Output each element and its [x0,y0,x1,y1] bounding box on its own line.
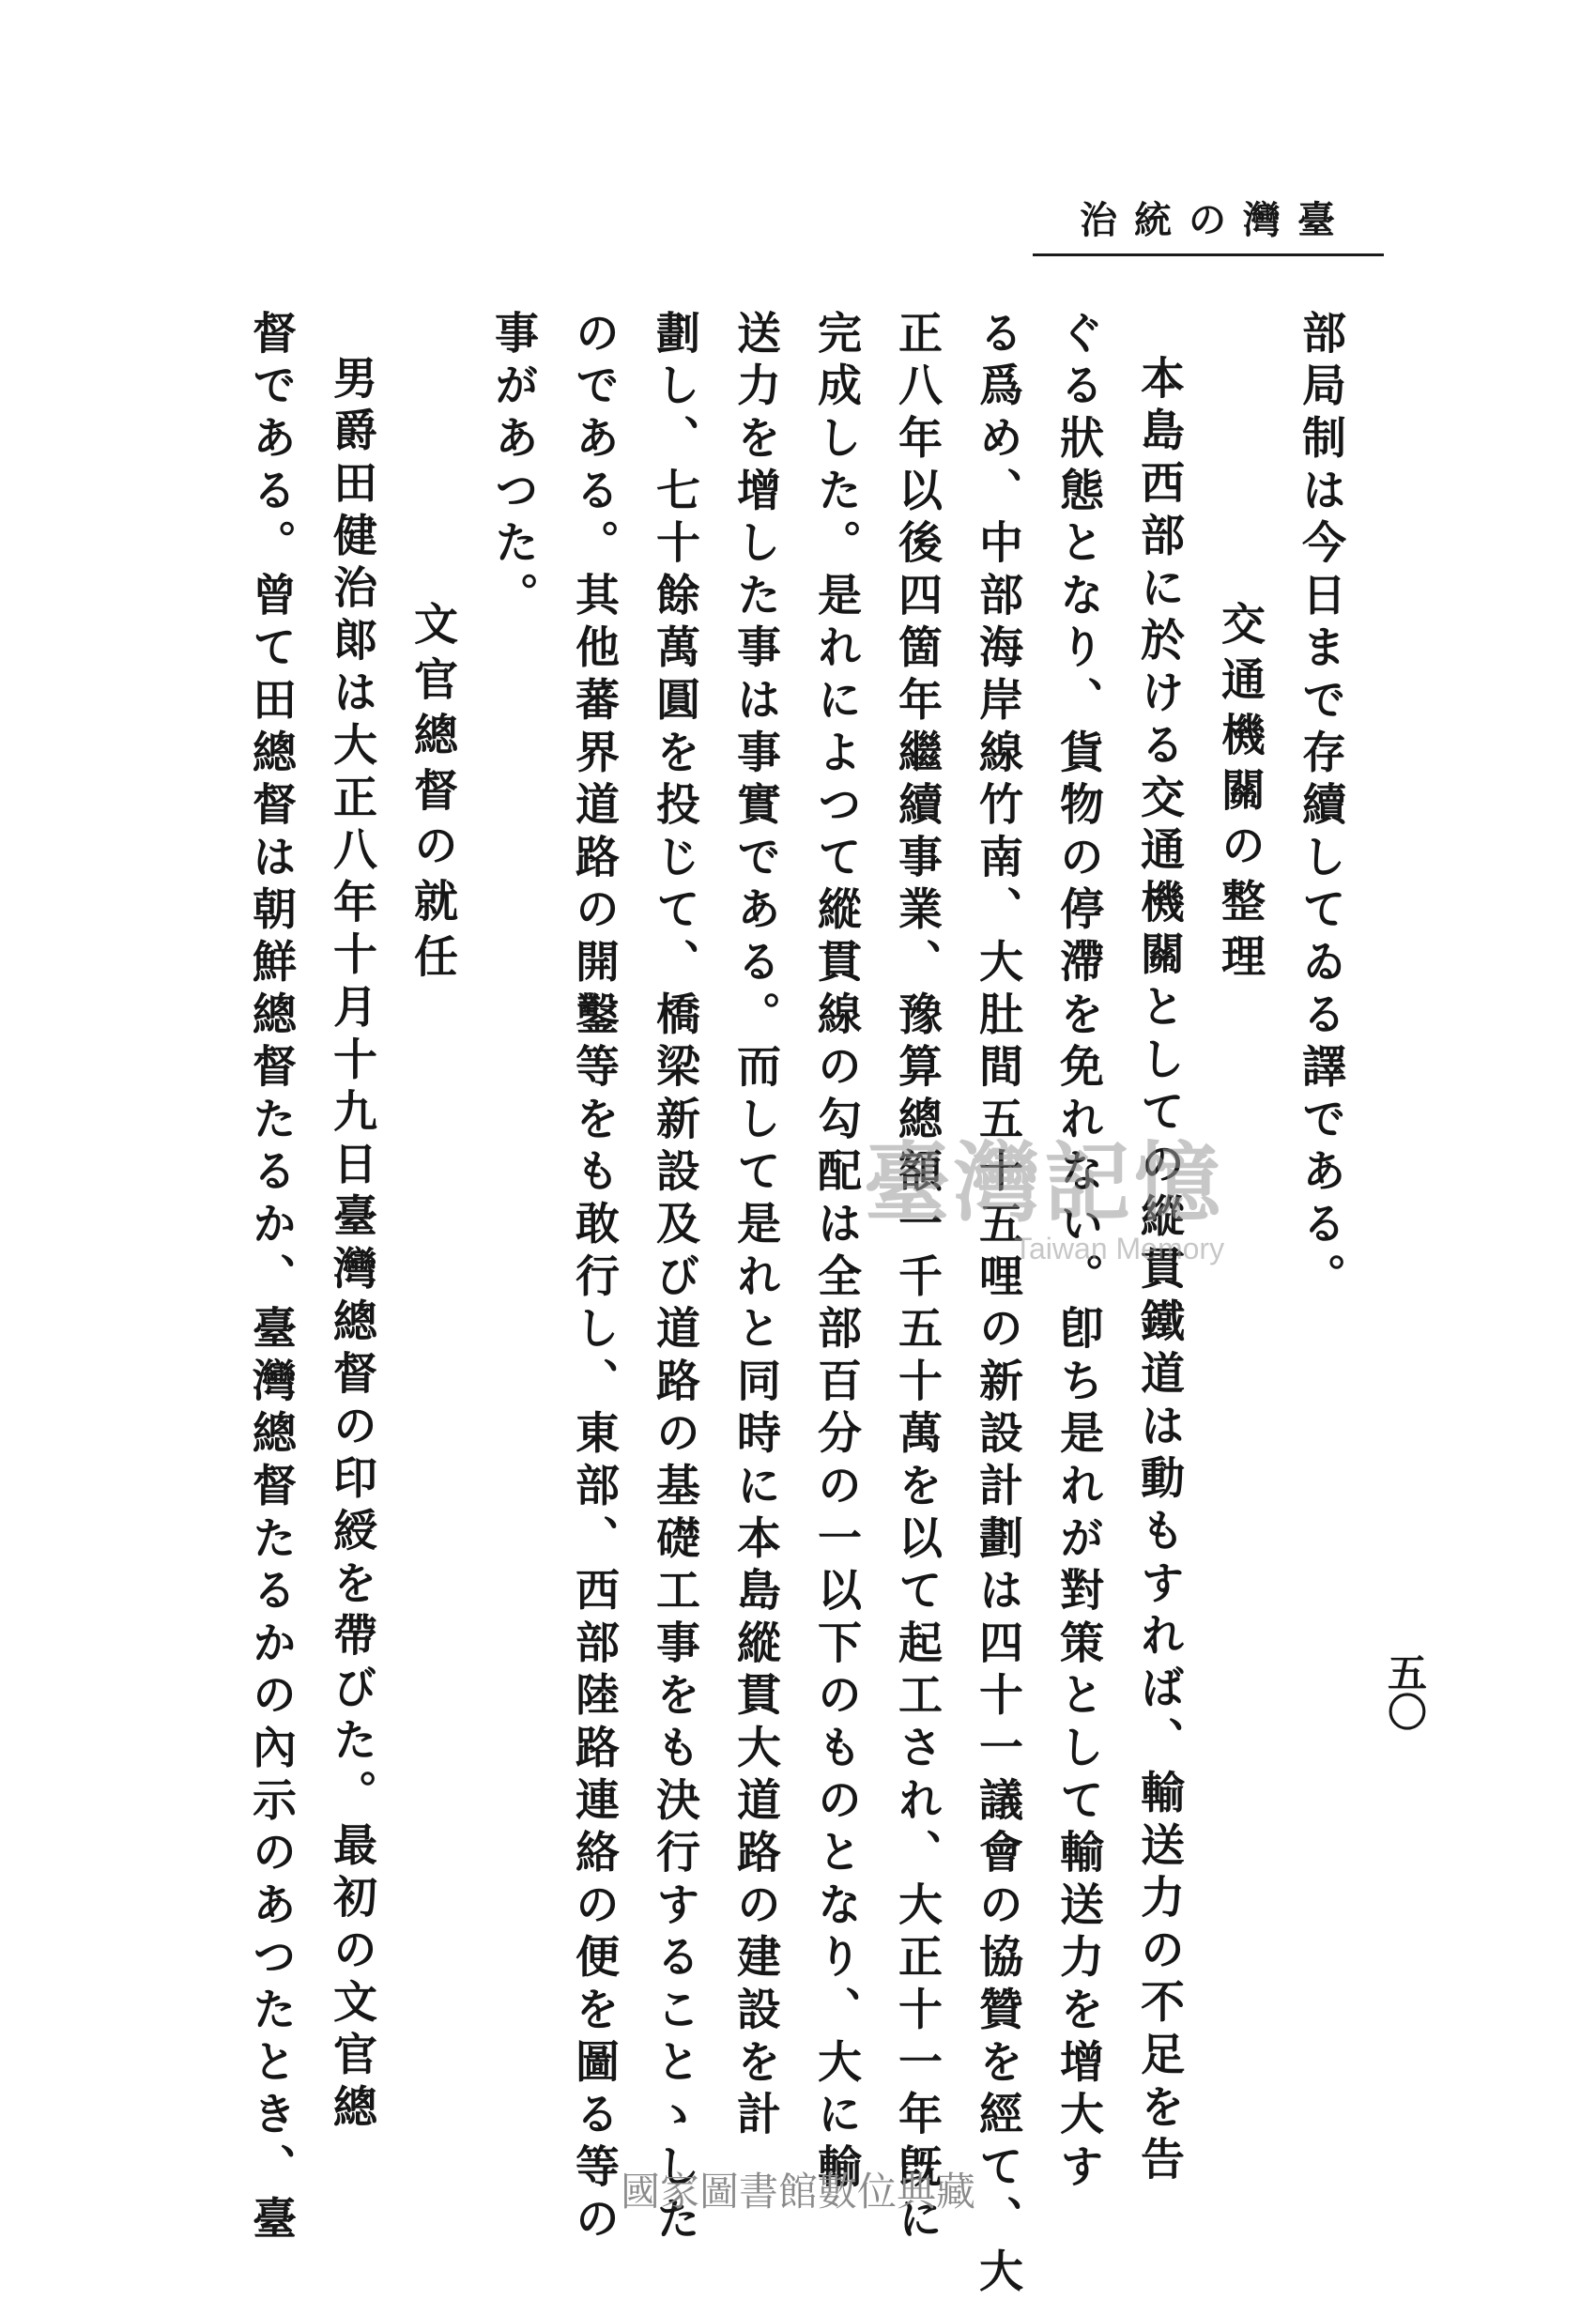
text-line-14: 督である。曾て田總督は朝鮮總督たるか、臺灣總督たるかの內示のあつたとき、臺 [245,310,297,2248]
header-rule [1033,253,1384,256]
text-line-1: 部局制は今日まで存續してゐる譯である。 [1295,310,1346,1306]
section-heading-governor: 文官總督の就任 [407,601,458,989]
running-header: 臺灣の統治 [1080,198,1352,242]
text-line-13: 男爵田健治郞は大正八年十月十九日臺灣總督の印綬を帶びた。最初の文官總 [326,355,377,2137]
text-line-11: 事があつた。 [487,310,539,624]
text-line-7: 完成した。是れによつて縱貫線の勾配は全部百分の一以下のものとなり、大に輸 [810,310,862,2196]
text-line-8: 送力を增した事は事實である。而して是れと同時に本島縱貫大道路の建設を計 [729,310,781,2143]
watermark-chinese: 臺灣記憶 [864,1132,1225,1234]
text-line-4: ぐる狀態となり、貨物の停滯を免れない。卽ち是れが對策として輸送力を增大す [1052,310,1104,2196]
text-line-6: 正八年以後四箇年繼續事業、豫算總額一千五十萬を以て起工され、大正十一年旣に [891,310,943,2248]
text-line-3: 本島西部に於ける交通機關としての縱貫鐵道は動もすれば、輸送力の不足を告 [1133,355,1185,2188]
text-line-9: 劃し、七十餘萬圓を投じて、橋梁新設及び道路の基礎工事をも決行することゝした [649,310,700,2248]
footer-source: 國家圖書館數位典藏 [620,2169,975,2215]
text-line-10: のである。其他蕃界道路の開鑿等をも敢行し、東部、西部陸路連絡の便を圖る等の [568,310,620,2248]
section-heading-transport: 交通機關の整理 [1214,601,1266,989]
page-number: 五〇 [1382,1652,1428,1731]
watermark-latin: Taiwan Memory [1014,1232,1225,1265]
text-line-5: る爲め、中部海岸線竹南、大肚間五十五哩の新設計劃は四十一議會の協贊を經て、大 [972,310,1023,2300]
